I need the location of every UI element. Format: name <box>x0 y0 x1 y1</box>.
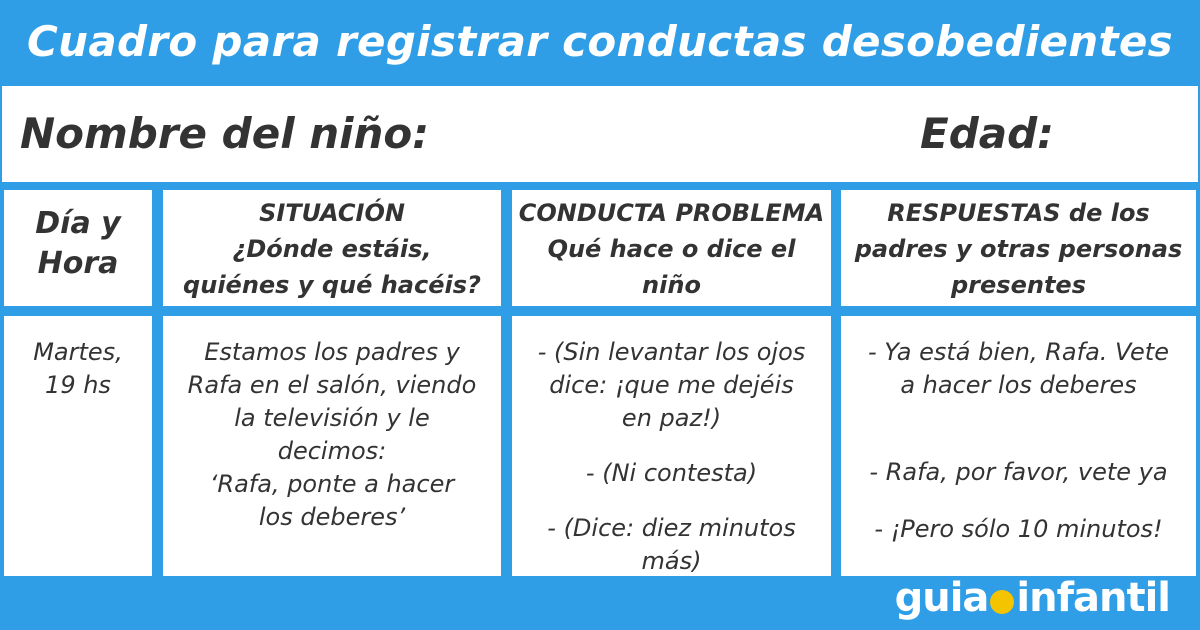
page-title: Cuadro para registrar conductas desobedientes <box>27 17 1173 66</box>
header-situation-line: quiénes y qué hacéis? <box>183 271 481 299</box>
header-responses-line: presentes <box>951 271 1086 299</box>
guiainfantil-logo <box>895 574 1170 622</box>
response-entry-line: - Rafa, por favor, vete ya <box>869 458 1168 486</box>
header-problem-behavior <box>512 190 831 306</box>
header-day-hour-line: Hora <box>37 246 119 281</box>
name-age-bar <box>2 86 1198 182</box>
age-label: Edad: <box>920 109 1054 158</box>
header-situation-line: SITUACIÓN <box>259 199 405 227</box>
response-entry-line: - ¡Pero sólo 10 minutos! <box>874 515 1163 543</box>
cell-responses <box>841 316 1196 576</box>
cell-situation <box>163 316 501 576</box>
response-entry <box>841 336 1196 402</box>
header-responses-line: RESPUESTAS de los <box>887 199 1150 227</box>
response-entry <box>841 456 1196 489</box>
behavior-entry-line: - (Sin levantar los ojos <box>537 338 806 366</box>
cell-day-hour-line: Martes, <box>33 338 123 366</box>
behavior-entry <box>512 512 831 578</box>
header-situation <box>163 190 501 306</box>
response-entry-line: - Ya está bien, Rafa. Vete <box>868 338 1169 366</box>
cell-problem-behavior <box>512 316 831 576</box>
cell-situation-line: Estamos los padres y <box>204 338 460 366</box>
cell-situation-line: ‘Rafa, ponte a hacer <box>209 470 455 498</box>
response-entry <box>841 513 1196 546</box>
logo-text-left: guia <box>894 575 989 621</box>
behavior-entry-line: más) <box>641 547 702 575</box>
behavior-entry <box>512 457 831 490</box>
header-responses <box>841 190 1196 306</box>
header-problem-behavior-line: CONDUCTA PROBLEMA <box>518 199 825 227</box>
header-situation-line: ¿Dónde estáis, <box>232 235 432 263</box>
cell-situation-line: decimos: <box>277 437 387 465</box>
header-responses-line: padres y otras personas <box>854 235 1183 263</box>
header-day-hour <box>4 190 152 306</box>
child-name-label: Nombre del niño: <box>20 109 430 158</box>
header-problem-behavior-line: Qué hace o dice el <box>547 235 796 263</box>
behavior-entry-line: - (Ni contesta) <box>585 459 758 487</box>
logo-text-right: infantil <box>1016 575 1170 621</box>
behavior-entry <box>512 336 831 435</box>
response-entry-line: a hacer los deberes <box>900 371 1137 399</box>
behavior-entry-line: en paz!) <box>621 404 722 432</box>
cell-day-hour-line: 19 hs <box>45 371 111 399</box>
header-problem-behavior-line: niño <box>642 271 701 299</box>
cell-situation-line: los deberes’ <box>258 503 406 531</box>
behavior-entry-line: - (Dice: diez minutos <box>547 514 796 542</box>
header-day-hour-line: Día y <box>35 206 121 241</box>
logo-dot-icon <box>990 590 1014 614</box>
behavior-entry-line: dice: ¡que me dejéis <box>549 371 794 399</box>
cell-situation-line: Rafa en el salón, viendo <box>187 371 477 399</box>
cell-day-hour <box>4 316 152 576</box>
cell-situation-line: la televisión y le <box>234 404 430 432</box>
